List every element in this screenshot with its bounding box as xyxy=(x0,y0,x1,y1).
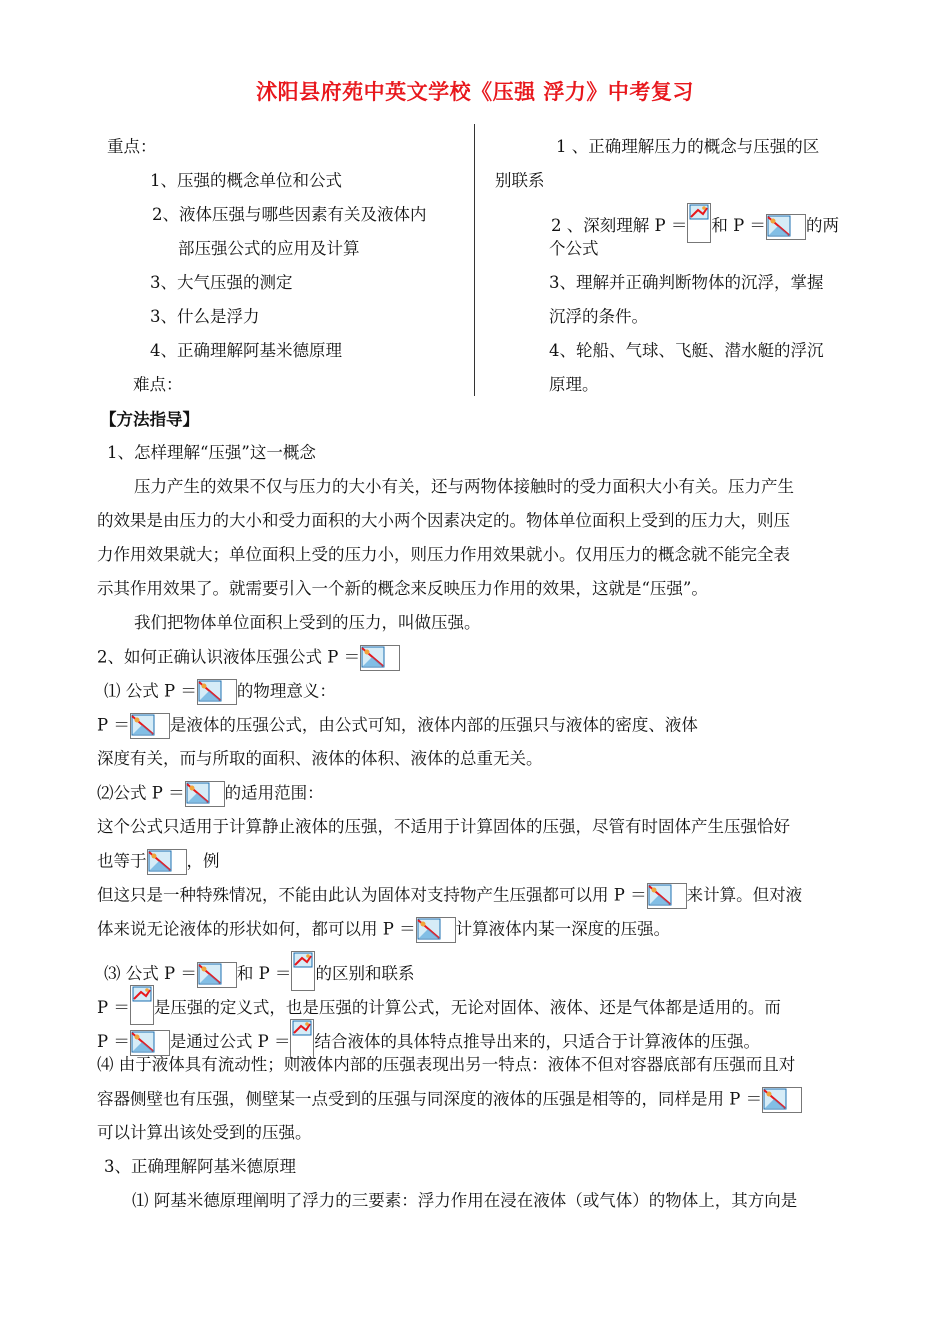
section-2-3-text-a: ⑶ 公式 P ＝ xyxy=(104,964,197,983)
key-point-2-cont: 部压强公式的应用及计算 xyxy=(178,239,360,258)
section-3-title: 3、正确理解阿基米德原理 xyxy=(104,1157,296,1176)
section-2-3-line-2-a: P ＝ xyxy=(97,1032,130,1051)
section-2-2-line-4 xyxy=(97,917,670,943)
difficult-points-label: 难点： xyxy=(133,375,183,394)
formula-image xyxy=(197,962,237,988)
paragraph-1-line-1: 压力产生的效果不仅与压力的大小有关，还与两物体接触时的受力面积大小有关。压力产生 xyxy=(134,477,794,496)
section-2-1-detail-b: 是液体的压强公式，由公式可知，液体内部的压强只与液体的密度、液体 xyxy=(169,715,698,735)
section-2-2-line-4-a: 体来说无论液体的形状如何，都可以用 P ＝ xyxy=(97,919,416,939)
page-title: 沭阳县府苑中英文学校《压强 浮力》中考复习 xyxy=(256,80,694,104)
section-2-1-detail xyxy=(97,713,698,739)
right-line-8: 原理。 xyxy=(549,375,599,394)
section-2-4-line-3: 可以计算出该处受到的压强。 xyxy=(97,1123,312,1142)
section-2-1-text-b: 的物理意义： xyxy=(236,681,336,701)
section-2-title-text: 2、如何正确认识液体压强公式 P ＝ xyxy=(97,647,361,667)
key-point-3a: 3、大气压强的测定 xyxy=(150,273,293,292)
section-2-3-line-2-b: 是通过公式 P ＝ xyxy=(169,1032,291,1051)
right-line-3-text-b: 和 P ＝ xyxy=(711,216,766,235)
formula-image xyxy=(147,849,187,875)
section-2-2-line-3-b: 来计算。但对液 xyxy=(686,885,803,905)
key-point-4: 4、正确理解阿基米德原理 xyxy=(150,341,342,360)
section-2-1-detail-2: 深度有关，而与所取的面积、液体的体积、液体的总重无关。 xyxy=(97,749,543,768)
key-point-1: 1、压强的概念单位和公式 xyxy=(150,171,342,190)
right-line-1: 1 、正确理解压力的概念与压强的区 xyxy=(556,137,820,156)
formula-image xyxy=(647,883,687,909)
right-line-4: 个公式 xyxy=(549,239,599,258)
section-2-3-text-b: 和 P ＝ xyxy=(236,964,292,983)
section-2-title xyxy=(97,645,400,671)
formula-image xyxy=(185,781,225,807)
section-2-3-text-c: 的区别和联系 xyxy=(315,964,415,983)
paragraph-1-line-4: 示其作用效果了。就需要引入一个新的概念来反映压力作用的效果，这就是“压强”。 xyxy=(97,579,708,598)
section-2-2 xyxy=(97,781,324,807)
formula-image xyxy=(416,917,456,943)
formula-image xyxy=(360,645,400,671)
section-2-3-line-1-a: P ＝ xyxy=(97,998,130,1017)
section-1-title: 1、怎样理解“压强”这一概念 xyxy=(107,443,316,462)
section-2-2-line-1: 这个公式只适用于计算静止液体的压强，不适用于计算固体的压强，尽管有时固体产生压强恰好 xyxy=(97,817,790,836)
right-line-7: 4、轮船、气球、飞艇、潜水艇的浮沉 xyxy=(549,341,824,360)
paragraph-1-line-2: 的效果是由压力的大小和受力面积的大小两个因素决定的。物体单位面积上受到的压力大，则压 xyxy=(97,511,790,530)
section-3-1: ⑴ 阿基米德原理阐明了浮力的三要素：浮力作用在浸在液体（或气体）的物体上，其方向是 xyxy=(132,1191,798,1210)
section-2-4-line-2 xyxy=(97,1087,802,1113)
section-2-3-line-2-c: 结合液体的具体特点推导出来的，只适合于计算液体的压强。 xyxy=(314,1032,760,1051)
section-2-2-line-2-a: 也等于 xyxy=(97,851,147,871)
right-line-3-text-a: 2 、深刻理解 P ＝ xyxy=(551,216,688,235)
section-2-2-text-b: 的适用范围： xyxy=(224,783,324,803)
section-2-2-line-4-b: 计算液体内某一深度的压强。 xyxy=(455,919,671,939)
section-2-1-text-a: ⑴ 公式 P ＝ xyxy=(104,681,197,701)
key-points-label: 重点： xyxy=(107,137,157,156)
formula-image xyxy=(130,1030,170,1056)
section-2-2-line-2 xyxy=(97,849,220,875)
key-point-3b: 3、什么是浮力 xyxy=(150,307,260,326)
formula-image xyxy=(197,679,237,705)
section-2-3-line-1-b: 是压强的定义式，也是压强的计算公式，无论对固体、液体、还是气体都是适用的。而 xyxy=(153,998,781,1017)
section-2-4-line-1: ⑷ 由于液体具有流动性；则液体内部的压强表现出另一特点：液体不但对容器底部有压强而且对 xyxy=(97,1055,796,1074)
section-2-2-text-a: ⑵公式 P ＝ xyxy=(97,783,185,803)
column-divider xyxy=(474,124,475,396)
right-line-6: 沉浮的条件。 xyxy=(549,307,648,326)
paragraph-1-line-3: 力作用效果就大；单位面积上受的压力小，则压力作用效果就小。仅用压力的概念就不能完全表 xyxy=(97,545,790,564)
key-point-2: 2、液体压强与哪些因素有关及液体内 xyxy=(152,205,427,224)
paragraph-2: 我们把物体单位面积上受到的压力，叫做压强。 xyxy=(134,613,481,632)
section-2-2-line-2-b: ，例 xyxy=(186,851,220,871)
section-2-1 xyxy=(104,679,336,705)
right-line-2: 别联系 xyxy=(495,171,545,190)
section-2-1-detail-a: P ＝ xyxy=(97,715,130,735)
formula-image xyxy=(766,214,806,240)
formula-image xyxy=(762,1087,802,1113)
formula-image xyxy=(130,713,170,739)
section-2-4-line-2-a: 容器侧壁也有压强，侧壁某一点受到的压强与同深度的液体的压强是相等的，同样是用 P ＝ xyxy=(97,1089,763,1109)
section-2-2-line-3-a: 但这只是一种特殊情况，不能由此认为固体对支持物产生压强都可以用 P ＝ xyxy=(97,885,647,905)
formula-image-tall xyxy=(687,203,711,250)
right-line-3-text-c: 的两 xyxy=(805,216,839,235)
right-line-5: 3、理解并正确判断物体的沉浮，掌握 xyxy=(549,273,824,292)
section-2-2-line-3 xyxy=(97,883,802,909)
method-heading: 【方法指导】 xyxy=(100,410,199,429)
